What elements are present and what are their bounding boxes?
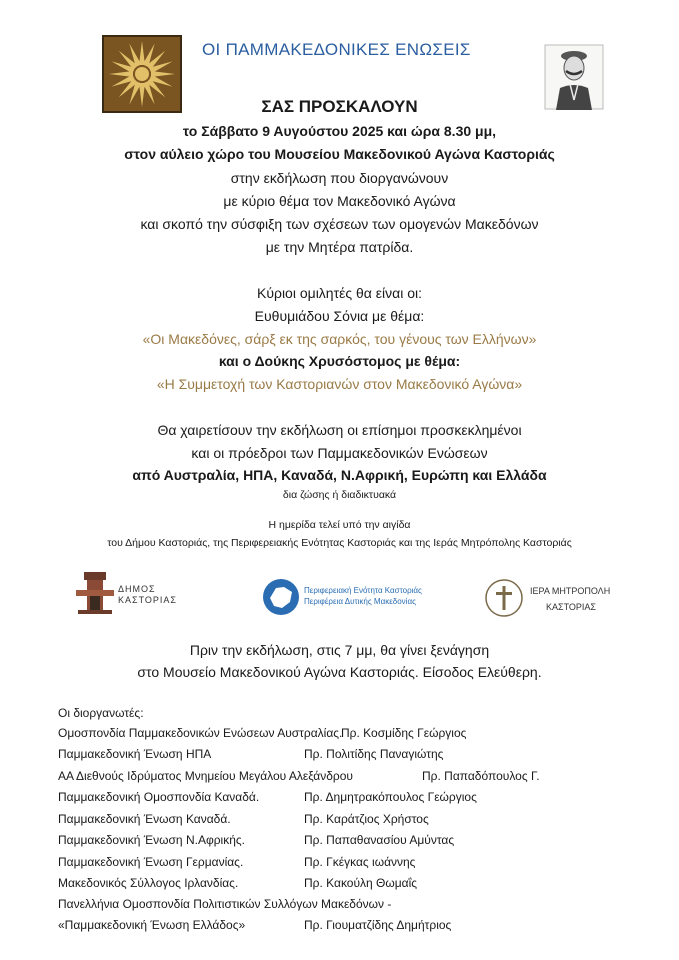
greetings-note: δια ζώσης ή διαδικτυακά (282, 489, 397, 501)
organizer-president: Πρ. Παπαδόπουλος Γ. (422, 769, 540, 783)
organizer-president: Πρ. Καράτζιος Χρήστος (304, 812, 429, 826)
organizer-org: ΑΑ Διεθνούς Ιδρύματος Μνημείου Μεγάλου Αλεξάνδρου (58, 769, 353, 783)
tour-line-1: Πριν την εκδήλωση, στις 7 μμ, θα γίνει ξενάγηση (189, 642, 490, 658)
invite-date-line: το Σάββατο 9 Αυγούστου 2025 και ώρα 8.30 μμ, (182, 123, 497, 139)
speaker-2-topic: «Η Συμμετοχή των Καστοριανών στον Μακεδονικό Αγώνα» (156, 376, 523, 392)
invite-line: με κύριο θέμα τον Μακεδονικό Αγώνα (223, 193, 456, 209)
organizer-org: Ομοσπονδία Παμμακεδονικών Ενώσεων Αυστραλίας. (58, 726, 343, 740)
mitropoli-logo (484, 578, 634, 620)
greetings-countries: από Αυστραλία, ΗΠΑ, Καναδά, Ν.Αφρική, Ευρώπη και Ελλάδα (132, 467, 547, 483)
invite-line: με την Μητέρα πατρίδα. (265, 239, 414, 255)
logo-text: ΚΑΣΤΟΡΙΑΣ (546, 602, 596, 612)
auspices-line-1: Η ημερίδα τελεί υπό την αιγίδα (268, 519, 411, 531)
logo-text: ΙΕΡΑ ΜΗΤΡΟΠΟΛΗ (530, 586, 611, 596)
logo-text: Περιφερειακή Ενότητα Καστοριάς (304, 586, 422, 595)
organizer-org: Παμμακεδονική Ένωση Γερμανίας. (58, 855, 244, 869)
invite-venue-line: στον αύλειο χώρο του Μουσείου Μακεδονικού Αγώνα Καστοριάς (124, 146, 555, 162)
region-map-icon (262, 578, 300, 616)
organizer-org: Μακεδονικός Σύλλογος Ιρλανδίας. (58, 876, 239, 890)
organizer-org: Παμμακεδονική Ένωση Καναδά. (58, 812, 231, 826)
perifereia-logo (262, 578, 442, 618)
logo-text: Περιφέρεια Δυτικής Μακεδονίας (304, 597, 416, 606)
church-seal-icon (484, 578, 524, 618)
organizer-org: Παμμακεδονική Ομοσπονδία Καναδά. (58, 790, 260, 804)
tour-line-2: στο Μουσείο Μακεδονικού Αγώνα Καστοριάς. Είσοδος Ελεύθερη. (137, 664, 542, 680)
organizer-president: Πρ. Γκέγκας ιωάννης (304, 855, 416, 869)
organizer-president: Πρ. Παπαθανασίου Αμύντας (304, 833, 455, 847)
organizer-president: Πρ. Πολιτίδης Παναγιώτης (304, 747, 444, 761)
invite-line: στην εκδήλωση που διοργανώνουν (230, 170, 449, 186)
organizers-heading: Οι διοργανωτές: (58, 706, 144, 720)
organizer-president: Πρ. Δημητρακόπουλος Γεώργιος (304, 790, 477, 804)
logo-text: ΔΗΜΟΣ (118, 584, 156, 594)
dimos-emblem-icon (72, 568, 118, 618)
organizer-org: Παμμακεδονική Ένωση ΗΠΑ (58, 747, 212, 761)
auspices-line-2: του Δήμου Καστοριάς, της Περιφερειακής Ενότητας Καστοριάς και της Ιεράς Μητρόπολης Καστοριάς (107, 537, 572, 549)
speaker-1: Ευθυμιάδου Σόνια με θέμα: (254, 308, 425, 324)
dimos-kastorias-logo (72, 568, 202, 618)
logo-text: ΚΑΣΤΟΡΙΑΣ (118, 595, 177, 605)
speaker-1-topic: «Οι Μακεδόνες, σάρξ εκ της σαρκός, του γένους των Ελλήνων» (142, 331, 537, 347)
invite-line: και σκοπό την σύσφιξη των σχέσεων των ομογενών Μακεδόνων (140, 216, 539, 232)
organizer-org: Παμμακεδονική Ένωση Ν.Αφρικής. (58, 833, 246, 847)
organizer-org: «Παμμακεδονική Ένωση Ελλάδος» (58, 918, 246, 932)
speakers-intro: Κύριοι ομιλητές θα είναι οι: (256, 285, 422, 301)
organizer-president: Πρ. Κοσμίδης Γεώργιος (341, 726, 467, 740)
organizer-president: Πρ. Γιουματζίδης Δημήτριος (304, 918, 452, 932)
speaker-2: και ο Δούκης Χρυσόστομος με θέμα: (218, 353, 461, 369)
greetings-line: Θα χαιρετίσουν την εκδήλωση οι επίσημοι προσκεκλημένοι (157, 422, 522, 438)
page-title: ΟΙ ΠΑΜΜΑΚΕΔΟΝΙΚΕΣ ΕΝΩΣΕΙΣ (202, 40, 471, 59)
greetings-line: και οι πρόεδροι των Παμμακεδονικών Ενώσεων (191, 445, 488, 461)
organizer-president: Πρ. Κακούλη Θωμαΐς (304, 876, 418, 890)
invite-heading: ΣΑΣ ΠΡΟΣΚΑΛΟΥΝ (261, 97, 418, 116)
organizer-org: Πανελλήνια Ομοσπονδία Πολιτιστικών Συλλόγων Μακεδόνων - (58, 897, 392, 911)
